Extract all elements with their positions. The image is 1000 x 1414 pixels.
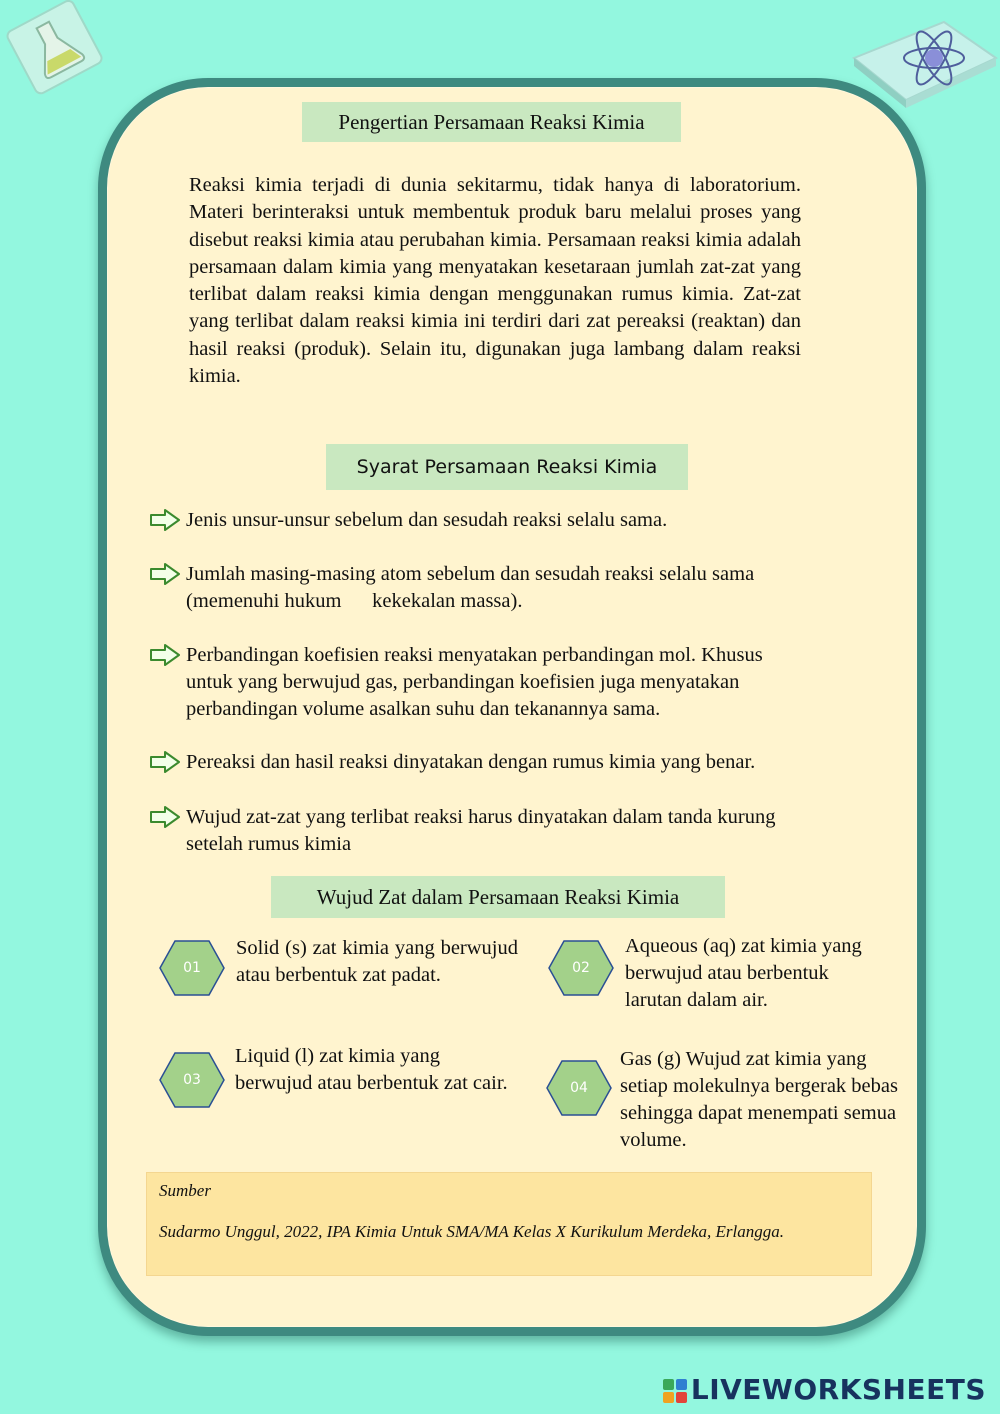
flask-icon	[0, 0, 110, 95]
section-title-definition: Pengertian Persamaan Reaksi Kimia	[302, 102, 681, 142]
requirement-text: Pereaksi dan hasil reaksi dinyatakan dengan rumus kimia yang benar.	[186, 751, 756, 773]
brand-footer[interactable]	[663, 1373, 986, 1407]
state-text: Aqueous (aq) zat kimia yang berwujud atau berbentuk larutan dalam air.	[625, 935, 862, 1011]
state-text: Liquid (l) zat kimia yang berwujud atau berbentuk zat cair.	[235, 1045, 508, 1094]
arrow-right-icon	[150, 509, 180, 531]
arrow-right-icon	[150, 644, 180, 666]
source-reference: Sudarmo Unggul, 2022, IPA Kimia Untuk SMA/MA Kelas X Kurikulum Merdeka, Erlangga.	[159, 1222, 785, 1241]
requirement-text: Jumlah masing-masing atom sebelum dan sesudah reaksi selalu sama (memenuhi hukum kekekalan massa).	[186, 563, 755, 612]
liveworksheets-logo-icon	[663, 1379, 687, 1403]
section-title-requirements: Syarat Persamaan Reaksi Kimia	[326, 444, 688, 490]
arrow-right-icon	[150, 806, 180, 828]
arrow-right-icon	[150, 751, 180, 773]
state-number: 03	[183, 1072, 201, 1088]
source-box	[146, 1172, 872, 1276]
requirement-text: Jenis unsur-unsur sebelum dan sesudah reaksi selalu sama.	[186, 509, 668, 531]
brand-name: LIVEWORKSHEETS	[690, 1373, 986, 1406]
state-number: 02	[572, 960, 590, 976]
state-text: Solid (s) zat kimia yang berwujud atau berbentuk zat padat.	[236, 937, 518, 986]
definition-paragraph: Reaksi kimia terjadi di dunia sekitarmu, tidak hanya di laboratorium. Materi berinteraksi untuk membentuk produk baru melalui proses yang disebut reaksi kimia atau perubahan kimia. Persamaan reaksi kimia adalah persamaan dalam kimia yang menyatakan kesetaraan jumlah zat-zat yang terlibat dalam reaksi kimia dengan menggunakan rumus kimia. Zat-zat yang terlibat dalam reaksi kimia ini terdiri dari zat pereaksi (reaktan) dan hasil reaksi (produk). Selain itu, digunakan juga lambang dalam reaksi kimia.	[189, 174, 801, 388]
source-label: Sumber	[159, 1181, 211, 1200]
state-number: 01	[183, 960, 201, 976]
requirement-text: Perbandingan koefisien reaksi menyatakan perbandingan mol. Khusus untuk yang berwujud gas, perbandingan koefisien juga menyatakan perbandingan volume asalkan suhu dan tekanannya sama.	[186, 644, 763, 720]
state-number: 04	[570, 1080, 588, 1096]
requirement-text: Wujud zat-zat yang terlibat reaksi harus dinyatakan dalam tanda kurung setelah rumus kimia	[186, 806, 776, 855]
section-title-states: Wujud Zat dalam Persamaan Reaksi Kimia	[271, 876, 725, 918]
arrow-right-icon	[150, 563, 180, 585]
state-text: Gas (g) Wujud zat kimia yang setiap molekulnya bergerak bebas sehingga dapat menempati semua volume.	[620, 1048, 898, 1151]
